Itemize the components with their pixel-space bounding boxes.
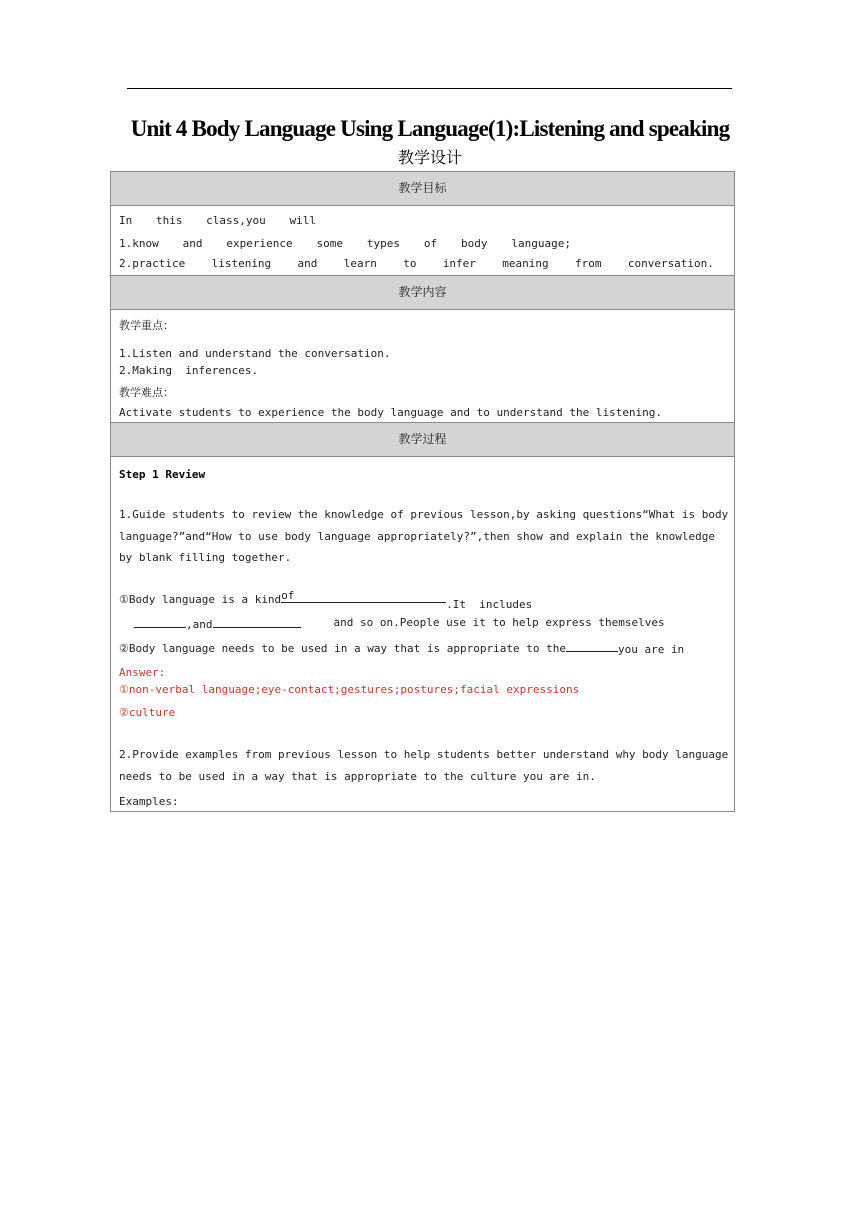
document-title: Unit 4 Body Language Using Language(1):Listening and speaking xyxy=(130,116,730,141)
examples-paragraph-line-2: needs to be used in a way that is appropriate to the culture you are in. xyxy=(119,770,596,783)
answer-2: ②culture xyxy=(119,706,176,719)
process-cell xyxy=(111,457,734,811)
key-point-1: 1.Listen and understand the conversation. xyxy=(119,347,391,360)
review-paragraph-line-2: language?”and“How to use body language appropriately?”,then show and explain the knowledge xyxy=(119,530,716,543)
key-points-label: 教学重点： xyxy=(119,319,174,332)
difficult-points-label: 教学难点： xyxy=(119,386,174,399)
document-subtitle: 教学设计 xyxy=(397,148,462,167)
answer-blank xyxy=(566,640,618,652)
key-point-2: 2.Making inferences. xyxy=(119,364,259,377)
content-cell xyxy=(111,310,734,423)
header-rule xyxy=(127,88,732,89)
answer-label: Answer: xyxy=(119,666,166,679)
goals-cell xyxy=(111,206,734,276)
lesson-plan-table xyxy=(110,171,735,812)
examples-paragraph-line-1: 2.Provide examples from previous lesson to help students better understand why body language xyxy=(119,748,729,761)
goals-header: 教学目标 xyxy=(111,172,734,206)
blank-question-1-cont: ,and and so on.People use it to help express themselves xyxy=(134,616,665,631)
process-header: 教学过程 xyxy=(111,423,734,457)
blank-question-1: ①Body language is a kind of .It includes xyxy=(119,589,533,611)
answer-1: ①non-verbal language;eye-contact;gestures;postures;facial expressions xyxy=(119,683,580,696)
answer-blank: of xyxy=(281,591,446,603)
difficult-point-1: Activate students to experience the body language and to understand the listening. xyxy=(119,406,663,419)
goals-item-2: 2.practice listening and learn to infer meaning from conversation. xyxy=(119,257,714,270)
blank-question-2: ②Body language needs to be used in a way that is appropriate to the you are in xyxy=(119,642,685,656)
examples-label: Examples: xyxy=(119,795,179,808)
goals-item-1: 1.know and experience some types of body language; xyxy=(119,237,571,250)
content-header: 教学内容 xyxy=(111,276,734,310)
answer-blank xyxy=(134,616,186,628)
step-1-heading: Step 1 Review xyxy=(119,468,206,481)
review-paragraph-line-1: 1.Guide students to review the knowledge of previous lesson,by asking questions“What is body xyxy=(119,508,729,521)
answer-blank xyxy=(213,616,301,628)
review-paragraph-line-3: by blank filling together. xyxy=(119,551,292,564)
goals-intro: In this class,you will xyxy=(119,214,316,227)
